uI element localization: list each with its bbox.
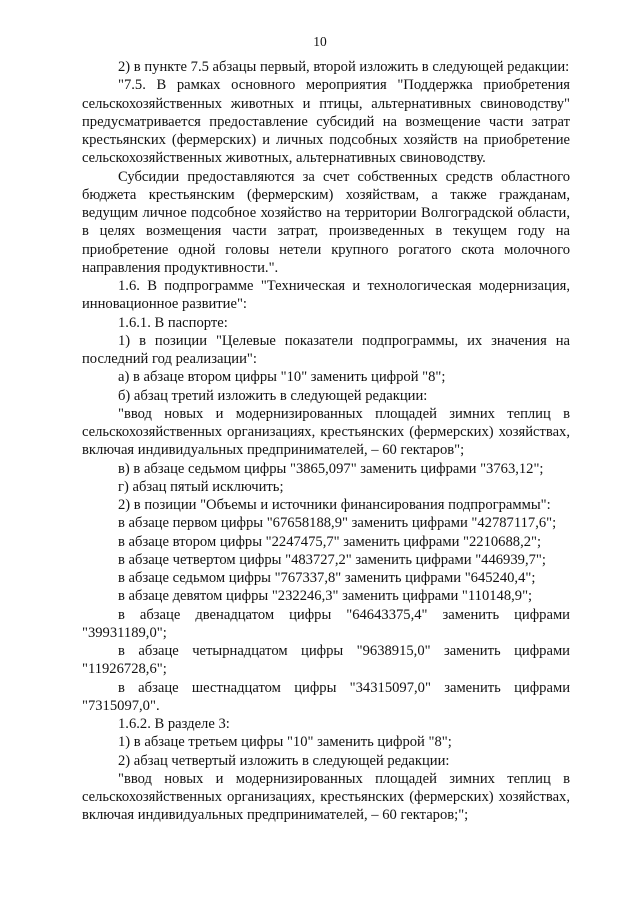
paragraph-1-6: 1.6. В подпрограмме "Техническая и технологическая модернизация, инновационное развитие": (82, 278, 570, 313)
paragraph-target-indicators: 1) в позиции "Целевые показатели подпрограммы, их значения на последний год реализации": (82, 332, 570, 367)
paragraph-greenhouse-quote-2: "ввод новых и модернизированных площадей зимних теплиц в сельскохозяйственных организациях, крестьянских (фермерских) хозяйствах, включая индивидуальных предпринимателей, – 60 гектаров;"; (82, 770, 570, 824)
paragraph-item-g: г) абзац пятый исключить; (118, 478, 284, 495)
paragraph-1-6-2: 1.6.2. В разделе 3: (118, 716, 230, 732)
paragraph-amend-first: в абзаце первом цифры "67658188,9" заменить цифрами "42787117,6"; (118, 515, 557, 532)
paragraph-amend-twelfth: в абзаце двенадцатом цифры "64643375,4" заменить цифрами "39931189,0"; (82, 606, 570, 641)
paragraph-amend-second: в абзаце втором цифры "2247475,7" заменить цифрами "2210688,2"; (118, 533, 542, 550)
paragraph-item-a: а) в абзаце втором цифры "10" заменить цифрой "8"; (118, 369, 446, 386)
paragraph-item-b: б) абзац третий изложить в следующей редакции: (118, 387, 428, 404)
paragraph-amend-seventh: в абзаце седьмом цифры "767337,8" заменить цифрами "645240,4"; (118, 570, 536, 586)
page-number: 10 (313, 34, 327, 49)
paragraph-amend-fourth: в абзаце четвертом цифры "483727,2" заменить цифрами "446939,7"; (118, 551, 546, 568)
document-body (82, 58, 570, 825)
paragraph-item-v: в) в абзаце седьмом цифры "3865,097" заменить цифрами "3763,12"; (118, 460, 544, 477)
paragraph-section3-item1: 1) в абзаце третьем цифры "10" заменить цифрой "8"; (118, 734, 452, 751)
paragraph-item-7-5-intro: 2) в пункте 7.5 абзацы первый, второй изложить в следующей редакции: (118, 59, 570, 75)
paragraph-financing-position: 2) в позиции "Объемы и источники финансирования подпрограммы": (118, 497, 551, 513)
paragraph-section3-item2: 2) абзац четвертый изложить в следующей редакции: (118, 752, 450, 769)
paragraph-1-6-1: 1.6.1. В паспорте: (118, 314, 228, 331)
paragraph-amend-fourteenth: в абзаце четырнадцатом цифры "9638915,0" заменить цифрами "11926728,6"; (82, 643, 570, 678)
paragraph-amend-ninth: в абзаце девятом цифры "232246,3" заменить цифрами "110148,9"; (118, 588, 533, 605)
paragraph-amend-sixteenth: в абзаце шестнадцатом цифры "34315097,0" заменить цифрами "7315097,0". (82, 679, 570, 714)
paragraph-subsidies: Субсидии предоставляются за счет собственных средств областного бюджета крестьянским (фермерским) хозяйствам, а также гражданам, ведущим личное подсобное хозяйство на территории Волгоградской области, в целях возмещения части затрат, произведенных в текущем году на приобретение одной головы нетели крупного рогатого скота молочного направления продуктивности.". (82, 168, 570, 276)
paragraph-item-7-5-text: "7.5. В рамках основного мероприятия "Поддержка приобретения сельскохозяйственных животных и птицы, альтернативных свиноводству" предусматривается предоставление субсидий на возмещение части затрат крестьянских (фермерских) и личных подсобных хозяйств на приобретение сельскохозяйственных животных, альтернативных свиноводству. (82, 77, 570, 167)
paragraph-greenhouse-quote: "ввод новых и модернизированных площадей зимних теплиц в сельскохозяйственных организациях, крестьянских (фермерских) хозяйствах, включая индивидуальных предпринимателей, – 60 гектаров"; (82, 405, 570, 459)
